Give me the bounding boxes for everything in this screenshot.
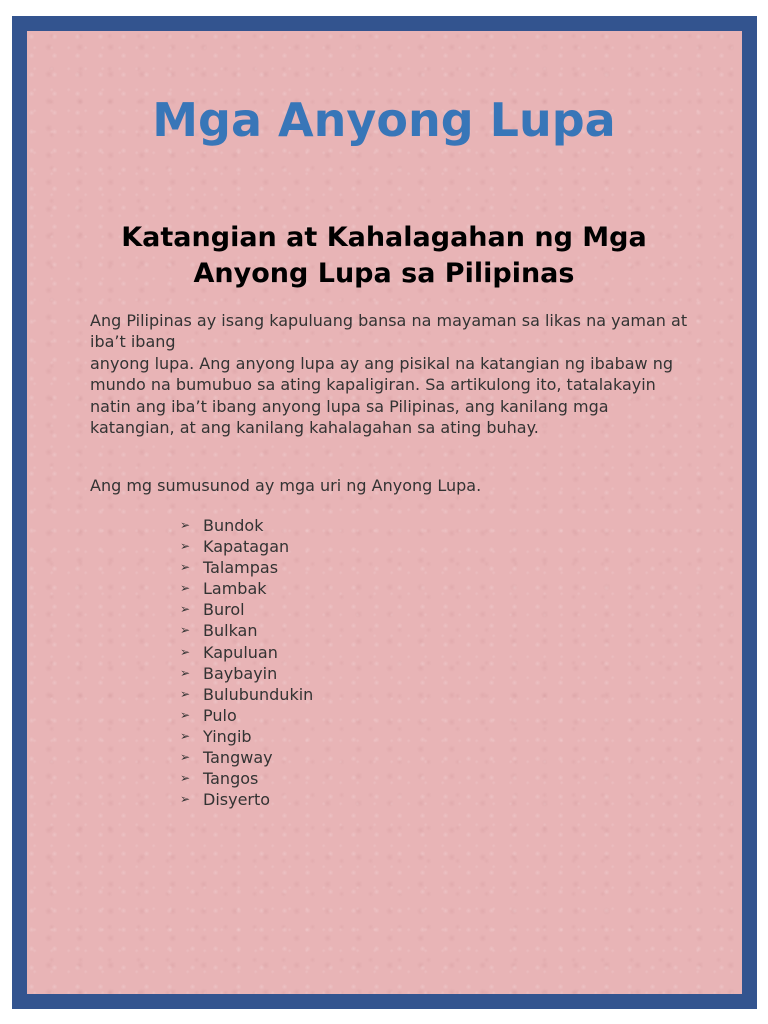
- arrowhead-right-icon: ➢: [180, 560, 191, 575]
- arrowhead-right-icon: ➢: [180, 792, 191, 807]
- list-item: [180, 620, 313, 641]
- list-item: [180, 768, 313, 789]
- list-item: [180, 789, 313, 810]
- list-item: [180, 684, 313, 705]
- arrowhead-right-icon: ➢: [180, 707, 191, 722]
- document-title: Mga Anyong Lupa: [152, 93, 616, 147]
- list-item-label: Talampas: [203, 558, 279, 578]
- arrowhead-right-icon: ➢: [180, 581, 191, 596]
- list-item-label: Pulo: [203, 705, 237, 725]
- arrowhead-right-icon: ➢: [180, 539, 191, 554]
- list-item: [180, 557, 313, 578]
- list-item-label: Bundok: [203, 516, 264, 535]
- list-item-label: Kapatagan: [203, 537, 290, 557]
- list-item-label: Baybayin: [203, 663, 278, 683]
- document-subtitle: Katangian at Kahalagahan ng Mga Anyong Lupa sa Pilipinas: [121, 222, 647, 289]
- list-item-label: Disyerto: [203, 790, 271, 810]
- document-page: [12, 16, 757, 1009]
- list-item-label: Kapuluan: [203, 642, 278, 662]
- list-item: [180, 663, 313, 684]
- list-item: [180, 726, 313, 747]
- intro-line-2: anyong lupa. Ang anyong lupa ay ang pisikal na katangian ng ibabaw ng mundo na bumubuo sa ating kapaligiran. Sa artikulong ito, tatalakayin natin ang iba’t ibang anyong lupa sa Pilipinas, ang kanilang mga katangian, at ang kanilang kahalagahan sa ating buhay.: [90, 353, 673, 438]
- list-item-label: Yingib: [203, 726, 252, 746]
- list-item: [180, 599, 313, 620]
- list-item-label: Tangos: [203, 769, 259, 789]
- list-item-label: Tangway: [203, 748, 273, 768]
- intro-paragraph: [90, 310, 690, 438]
- arrowhead-right-icon: ➢: [180, 623, 191, 638]
- intro-line-1: Ang Pilipinas ay isang kapuluang bansa na mayaman sa likas na yaman at iba’t ibang: [90, 311, 688, 352]
- list-item: [180, 515, 313, 536]
- list-item: [180, 747, 313, 768]
- arrowhead-right-icon: ➢: [180, 518, 191, 532]
- list-item: [180, 536, 313, 557]
- list-item: [180, 578, 313, 599]
- list-item-label: Burol: [203, 600, 245, 620]
- list-item: [180, 705, 313, 726]
- arrowhead-right-icon: ➢: [180, 665, 191, 680]
- arrowhead-right-icon: ➢: [180, 771, 191, 786]
- arrowhead-right-icon: ➢: [180, 686, 191, 701]
- list-item-label: Bulubundukin: [203, 684, 314, 704]
- arrowhead-right-icon: ➢: [180, 750, 191, 765]
- arrowhead-right-icon: ➢: [180, 602, 191, 617]
- list-item-label: Bulkan: [203, 621, 258, 641]
- list-lead-text: Ang mg sumusunod ay mga uri ng Anyong Lupa.: [90, 476, 482, 495]
- list-item-label: Lambak: [203, 579, 267, 599]
- list-item: [180, 642, 313, 663]
- arrowhead-right-icon: ➢: [180, 644, 191, 659]
- arrowhead-right-icon: ➢: [180, 728, 191, 743]
- landform-list: [180, 515, 313, 810]
